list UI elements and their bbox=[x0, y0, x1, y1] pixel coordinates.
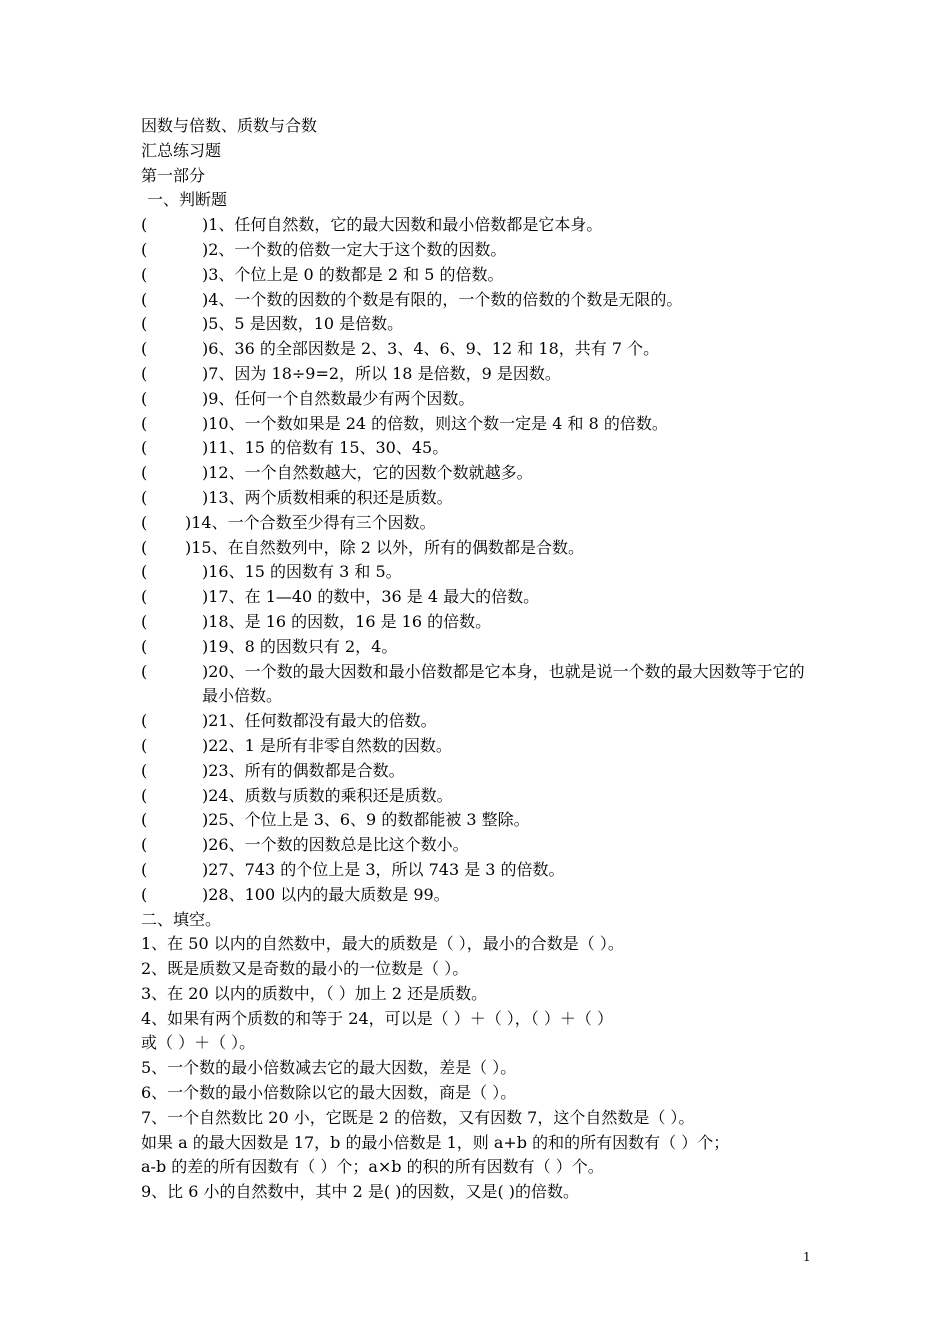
fill-in-list bbox=[141, 932, 813, 1205]
judgement-item: ( )26、一个数的因数总是比这个数小。 bbox=[141, 835, 469, 855]
fill-in-item: 5、一个数的最小倍数减去它的最大因数，差是（ ）。 bbox=[141, 1058, 517, 1078]
judgement-item: ( )28、100 以内的最大质数是 99。 bbox=[141, 884, 450, 904]
judgement-item: ( )24、质数与质数的乘积还是质数。 bbox=[141, 785, 453, 805]
judgement-item: ( )7、因为 18÷9=2，所以 18 是倍数，9 是因数。 bbox=[141, 363, 561, 383]
judgement-item: ( )13、两个质数相乘的积还是质数。 bbox=[141, 487, 453, 507]
fill-in-item: 如果 a 的最大因数是 17，b 的最小倍数是 1，则 a+b 的和的所有因数有（ ）个； bbox=[141, 1132, 730, 1152]
judgement-item: ( )3、个位上是 0 的数都是 2 和 5 的倍数。 bbox=[141, 264, 504, 284]
fill-in-item: 2、既是质数又是奇数的最小的一位数是（ ）。 bbox=[141, 959, 469, 979]
fill-in-item: 4、如果有两个质数的和等于 24，可以是（ ）＋（ ），（ ）＋（ ） bbox=[141, 1008, 613, 1028]
document-body bbox=[141, 114, 813, 1205]
judgement-item: ( )1、任何自然数，它的最大因数和最小倍数都是它本身。 bbox=[141, 215, 603, 235]
judgement-item: ( )27、743 的个位上是 3，所以 743 是 3 的倍数。 bbox=[141, 859, 565, 879]
section-heading-fill-in: 二、填空。 bbox=[141, 909, 222, 929]
judgement-item: ( )22、1 是所有非零自然数的因数。 bbox=[141, 735, 452, 755]
judgement-item: ( )25、个位上是 3、6、9 的数都能被 3 整除。 bbox=[141, 810, 530, 830]
judgement-item: ( )4、一个数的因数的个数是有限的，一个数的倍数的个数是无限的。 bbox=[141, 289, 683, 309]
judgement-item: ( )2、一个数的倍数一定大于这个数的因数。 bbox=[141, 239, 507, 259]
judgement-item: ( )11、15 的倍数有 15、30、45。 bbox=[141, 438, 449, 458]
judgement-item: ( )9、任何一个自然数最少有两个因数。 bbox=[141, 388, 475, 408]
judgement-item: ( )15、在自然数列中，除 2 以外，所有的偶数都是合数。 bbox=[141, 537, 584, 557]
part-heading: 第一部分 bbox=[141, 165, 206, 185]
judgement-item: ( )5、5 是因数，10 是倍数。 bbox=[141, 314, 404, 334]
section-heading-judgement: 一、判断题 bbox=[147, 190, 228, 210]
judgement-item: ( )23、所有的偶数都是合数。 bbox=[141, 760, 405, 780]
document-title: 因数与倍数、质数与合数 bbox=[141, 116, 318, 135]
judgement-item: ( )14、一个合数至少得有三个因数。 bbox=[141, 512, 436, 532]
judgement-item: ( )18、是 16 的因数，16 是 16 的倍数。 bbox=[141, 611, 492, 631]
judgement-item: ( )10、一个数如果是 24 的倍数，则这个数一定是 4 和 8 的倍数。 bbox=[141, 413, 668, 433]
fill-in-item: a-b 的差的所有因数有（ ）个；a×b 的积的所有因数有（ ）个。 bbox=[141, 1157, 604, 1177]
fill-in-item: 3、在 20 以内的质数中，（ ）加上 2 还是质数。 bbox=[141, 983, 488, 1003]
judgement-item: ( )19、8 的因数只有 2，4。 bbox=[141, 636, 398, 656]
judgement-item: ( )12、一个自然数越大，它的因数个数就越多。 bbox=[141, 463, 533, 483]
judgement-item: ( )20、一个数的最大因数和最小倍数都是它本身，也就是说一个数的最大因数等于它的最小倍数。 bbox=[141, 661, 805, 706]
fill-in-item: 9、比 6 小的自然数中，其中 2 是( )的因数，又是( )的倍数。 bbox=[141, 1182, 580, 1202]
fill-in-item: 1、在 50 以内的自然数中，最大的质数是（ ），最小的合数是（ ）。 bbox=[141, 934, 624, 954]
document-subtitle: 汇总练习题 bbox=[141, 140, 222, 160]
page-number: 1 bbox=[803, 1250, 811, 1264]
judgement-item: ( )21、任何数都没有最大的倍数。 bbox=[141, 711, 437, 731]
fill-in-item: 7、一个自然数比 20 小，它既是 2 的倍数，又有因数 7，这个自然数是（ ）。 bbox=[141, 1107, 695, 1127]
judgement-item: ( )16、15 的因数有 3 和 5。 bbox=[141, 562, 402, 582]
fill-in-item: 6、一个数的最小倍数除以它的最大因数，商是（ ）。 bbox=[141, 1083, 517, 1103]
judgement-item: ( )6、36 的全部因数是 2、3、4、6、9、12 和 18，共有 7 个。 bbox=[141, 339, 660, 359]
judgement-list bbox=[141, 213, 813, 907]
fill-in-item: 或（ ）＋（ ）。 bbox=[141, 1033, 256, 1053]
judgement-item: ( )17、在 1—40 的数中，36 是 4 最大的倍数。 bbox=[141, 587, 540, 607]
